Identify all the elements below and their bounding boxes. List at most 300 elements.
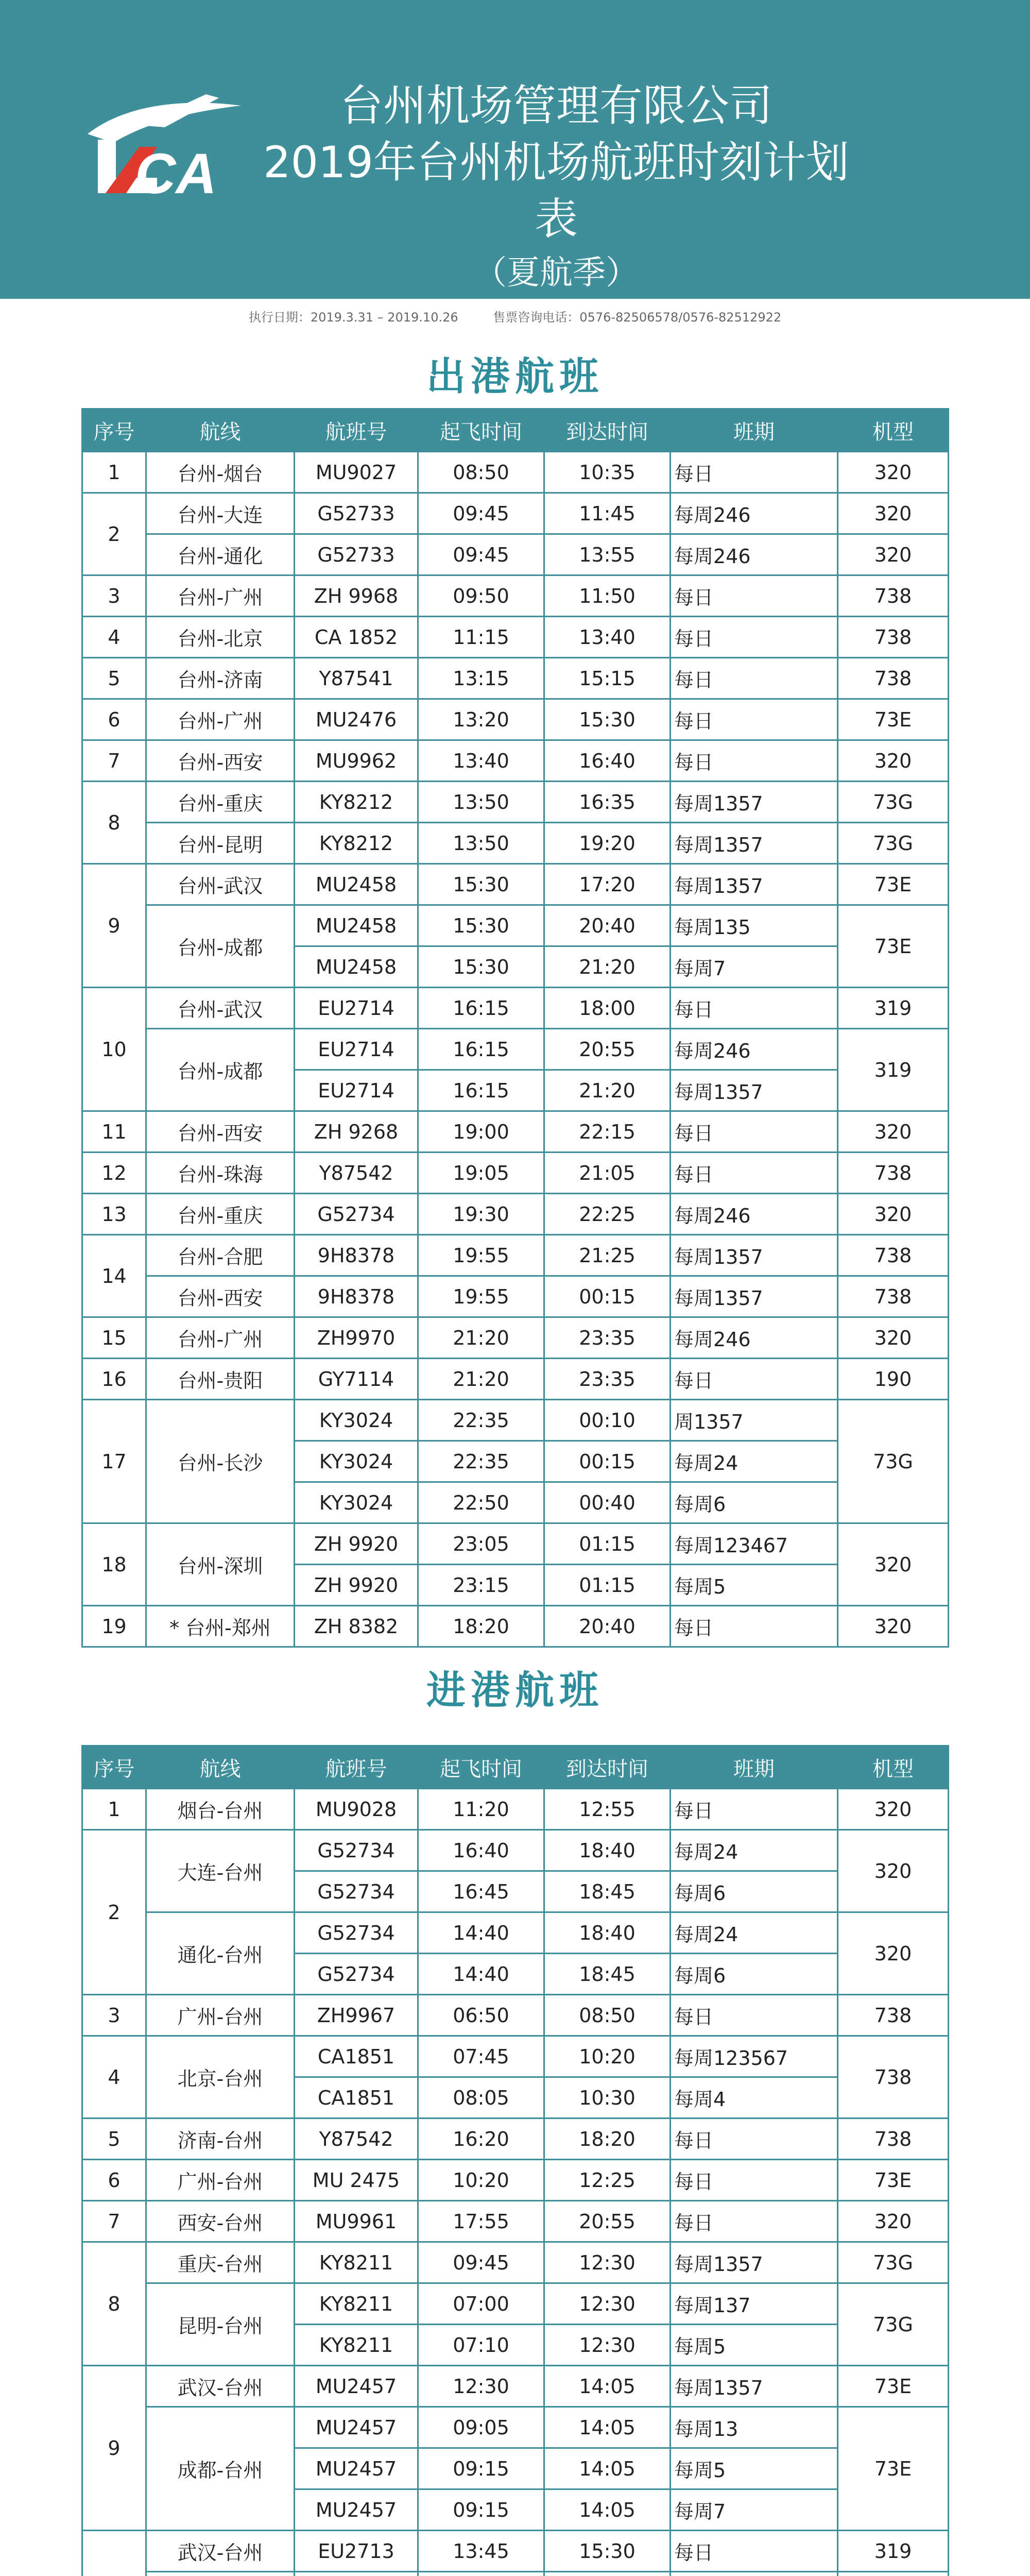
- flight-number-cell: KY8211: [295, 2242, 418, 2283]
- table-row: [82, 905, 949, 946]
- route-cell: 台州-济南: [146, 658, 295, 699]
- arrival-time-cell: 22:15: [544, 1111, 671, 1153]
- departure-time-cell: 08:50: [418, 452, 544, 493]
- schedule-days-cell: 每日: [671, 1789, 838, 1830]
- departure-time-cell: 16:40: [418, 1830, 544, 1871]
- arrival-time-cell: 18:40: [544, 1912, 671, 1954]
- arrival-time-cell: 18:20: [544, 2119, 671, 2160]
- arrival-time-cell: 23:35: [544, 1317, 671, 1359]
- route-cell: 台州-珠海: [146, 1153, 295, 1194]
- flight-number-cell: ZH9970: [295, 1317, 418, 1359]
- flight-number-cell: MU2457: [295, 2448, 418, 2489]
- table-row: [82, 2036, 949, 2077]
- period-text: 执行日期：2019.3.31 – 2019.10.26: [248, 310, 458, 325]
- flight-number-cell: ZH 9920: [295, 1523, 418, 1565]
- arrival-time-cell: 21:25: [544, 1235, 671, 1276]
- table-row: [82, 1317, 949, 1359]
- flight-number-cell: KY3024: [295, 1400, 418, 1441]
- flight-number-cell: MU2458: [295, 905, 418, 946]
- seq-cell: 9: [82, 864, 146, 988]
- table-header-row: [82, 1746, 949, 1789]
- seq-cell: 9: [82, 2366, 146, 2531]
- flight-number-cell: KY8212: [295, 823, 418, 864]
- departure-time-cell: 23:15: [418, 1565, 544, 1606]
- departure-time-cell: 16:45: [418, 1871, 544, 1912]
- arrival-time-cell: 20:55: [544, 2201, 671, 2242]
- table-row: [82, 1789, 949, 1830]
- departure-time-cell: 09:50: [418, 575, 544, 617]
- schedule-days-cell: 每周1357: [671, 864, 838, 905]
- schedule-days-cell: 每日: [671, 988, 838, 1029]
- seq-cell: 11: [82, 1111, 146, 1153]
- departure-time-cell: 13:45: [418, 2531, 544, 2572]
- schedule-days-cell: 每日: [671, 1111, 838, 1153]
- aircraft-type-cell: 73E: [838, 905, 949, 988]
- schedule-days-cell: 每周246: [671, 493, 838, 534]
- flight-number-cell: GY7114: [295, 1359, 418, 1400]
- flight-number-cell: EU2714: [295, 988, 418, 1029]
- schedule-days-cell: 每周13: [671, 2407, 838, 2448]
- route-cell: 台州-武汉: [146, 988, 295, 1029]
- departure-time-cell: 14:40: [418, 1912, 544, 1954]
- arrival-time-cell: 14:05: [544, 2407, 671, 2448]
- flight-number-cell: G52733: [295, 534, 418, 575]
- departure-time-cell: 19:30: [418, 1194, 544, 1235]
- schedule-days-cell: 每周6: [671, 1954, 838, 1995]
- flight-number-cell: ZH 8382: [295, 1606, 418, 1647]
- seq-cell: 8: [82, 2242, 146, 2366]
- arrival-time-cell: 16:35: [544, 782, 671, 823]
- arrival-time-cell: 18:45: [544, 1954, 671, 1995]
- aircraft-type-cell: 320: [838, 1606, 949, 1647]
- column-header: 机型: [838, 409, 949, 452]
- arrival-time-cell: 21:20: [544, 1070, 671, 1111]
- flight-number-cell: G52733: [295, 493, 418, 534]
- schedule-days-cell: 每周5: [671, 1565, 838, 1606]
- seq-cell: 3: [82, 575, 146, 617]
- departure-time-cell: 08:05: [418, 2077, 544, 2119]
- seq-cell: 6: [82, 699, 146, 740]
- departure-time-cell: 16:20: [418, 2119, 544, 2160]
- table-row: [82, 1523, 949, 1565]
- route-cell: 北京-台州: [146, 2036, 295, 2119]
- departure-time-cell: 17:55: [418, 2201, 544, 2242]
- arrival-time-cell: 21:05: [544, 1153, 671, 1194]
- flight-number-cell: MU2458: [295, 946, 418, 988]
- flight-number-cell: EU2714: [295, 1029, 418, 1070]
- table-row: [82, 782, 949, 823]
- flight-number-cell: Y87542: [295, 2119, 418, 2160]
- flight-number-cell: KY3024: [295, 1441, 418, 1482]
- departure-time-cell: 07:45: [418, 2036, 544, 2077]
- departure-time-cell: 09:15: [418, 2448, 544, 2489]
- table-row: [82, 1111, 949, 1153]
- column-header: 班期: [671, 1746, 838, 1789]
- schedule-days-cell: 每周1357: [671, 1070, 838, 1111]
- aircraft-type-cell: 738: [838, 1235, 949, 1276]
- flight-number-cell: EU2714: [295, 1070, 418, 1111]
- table-row: [82, 1912, 949, 1954]
- arrival-time-cell: 15:15: [544, 658, 671, 699]
- route-cell: 大连-台州: [146, 1830, 295, 1912]
- aircraft-type-cell: 73G: [838, 2242, 949, 2283]
- flight-number-cell: G52734: [295, 1194, 418, 1235]
- schedule-days-cell: 每周24: [671, 1830, 838, 1871]
- seq-cell: 15: [82, 1317, 146, 1359]
- table-row: [82, 1830, 949, 1871]
- flight-number-cell: KY3024: [295, 1482, 418, 1523]
- departure-time-cell: 06:50: [418, 1995, 544, 2036]
- seq-cell: 17: [82, 1400, 146, 1523]
- table-row: [82, 452, 949, 493]
- aircraft-type-cell: 320: [838, 1194, 949, 1235]
- schedule-days-cell: 每周7: [671, 2489, 838, 2531]
- departures-title: 出港航班: [426, 353, 604, 399]
- route-cell: 台州-重庆: [146, 1194, 295, 1235]
- arrival-time-cell: 12:25: [544, 2160, 671, 2201]
- departure-time-cell: 21:20: [418, 1317, 544, 1359]
- departures-table: [81, 408, 949, 1648]
- seq-cell: 2: [82, 493, 146, 575]
- table-row: [82, 493, 949, 534]
- table-row: [82, 2366, 949, 2407]
- schedule-days-cell: 每周1357: [671, 782, 838, 823]
- table-row: [82, 1276, 949, 1317]
- seq-cell: 16: [82, 1359, 146, 1400]
- aircraft-type-cell: 73E: [838, 864, 949, 905]
- route-cell: 台州-大连: [146, 493, 295, 534]
- season-label: （夏航季）: [474, 254, 639, 292]
- aircraft-type-cell: 73E: [838, 2366, 949, 2407]
- arrival-time-cell: 13:40: [544, 617, 671, 658]
- schedule-days-cell: 每日: [671, 658, 838, 699]
- column-header: 班期: [671, 409, 838, 452]
- route-cell: 台州-烟台: [146, 452, 295, 493]
- route-cell: 台州-重庆: [146, 782, 295, 823]
- schedule-days-cell: 每日: [671, 2119, 838, 2160]
- route-cell: 台州-合肥: [146, 1235, 295, 1276]
- departure-time-cell: 15:30: [418, 864, 544, 905]
- flight-number-cell: ZH 9268: [295, 1111, 418, 1153]
- schedule-days-cell: 每周246: [671, 1194, 838, 1235]
- schedule-days-cell: 每周24: [671, 1441, 838, 1482]
- column-header: 航线: [146, 1746, 295, 1789]
- flight-number-cell: G52734: [295, 1912, 418, 1954]
- schedule-days-cell: 每周24: [671, 1912, 838, 1954]
- arrival-time-cell: 01:15: [544, 1523, 671, 1565]
- departure-time-cell: 19:00: [418, 1111, 544, 1153]
- route-cell: 成都-台州: [146, 2407, 295, 2531]
- route-cell: 武汉-台州: [146, 2531, 295, 2572]
- seq-cell: 7: [82, 2201, 146, 2242]
- schedule-days-cell: 每周1357: [671, 2242, 838, 2283]
- column-header: 到达时间: [544, 409, 671, 452]
- departure-time-cell: 11:15: [418, 617, 544, 658]
- route-cell: 台州-广州: [146, 699, 295, 740]
- aircraft-type-cell: 738: [838, 2036, 949, 2119]
- departure-time-cell: 21:20: [418, 1359, 544, 1400]
- departure-time-cell: 07:00: [418, 2283, 544, 2325]
- aircraft-type-cell: 320: [838, 1912, 949, 1995]
- flight-number-cell: MU9961: [295, 2201, 418, 2242]
- seq-cell: 1: [82, 1789, 146, 1830]
- table-row: [82, 1029, 949, 1070]
- column-header: 航线: [146, 409, 295, 452]
- aircraft-type-cell: 73G: [838, 2283, 949, 2366]
- departure-time-cell: 09:45: [418, 2242, 544, 2283]
- flight-number-cell: 9H8378: [295, 1276, 418, 1317]
- route-cell: 台州-西安: [146, 1111, 295, 1153]
- flight-number-cell: KY8211: [295, 2325, 418, 2366]
- flight-number-cell: MU2457: [295, 2366, 418, 2407]
- arrival-time-cell: 00:15: [544, 1441, 671, 1482]
- arrival-time-cell: 22:25: [544, 1194, 671, 1235]
- flight-number-cell: EU2713: [295, 2531, 418, 2572]
- arrival-time-cell: 12:30: [544, 2283, 671, 2325]
- aircraft-type-cell: 738: [838, 658, 949, 699]
- table-row: [82, 2572, 949, 2576]
- arrival-time-cell: 12:55: [544, 1789, 671, 1830]
- departure-time-cell: 09:45: [418, 534, 544, 575]
- flight-number-cell: Y87541: [295, 658, 418, 699]
- column-header: 序号: [82, 409, 146, 452]
- seq-cell: 1: [82, 452, 146, 493]
- departure-time-cell: 19:55: [418, 1235, 544, 1276]
- column-header: 航班号: [295, 1746, 418, 1789]
- table-row: [82, 988, 949, 1029]
- seq-cell: 2: [82, 1830, 146, 1995]
- table-row: [82, 1995, 949, 2036]
- aircraft-type-cell: 73E: [838, 699, 949, 740]
- route-cell: 昆明-台州: [146, 2283, 295, 2366]
- aircraft-type-cell: 73G: [838, 1400, 949, 1523]
- flight-number-cell: ZH 9968: [295, 575, 418, 617]
- departure-time-cell: 07:10: [418, 2325, 544, 2366]
- flight-number-cell: MU9028: [295, 1789, 418, 1830]
- departure-time-cell: [418, 2572, 544, 2576]
- arrival-time-cell: 16:40: [544, 740, 671, 782]
- column-header: 航班号: [295, 409, 418, 452]
- column-header: 起飞时间: [418, 409, 544, 452]
- departure-time-cell: 22:35: [418, 1400, 544, 1441]
- seq-cell: 14: [82, 1235, 146, 1317]
- arrival-time-cell: 14:05: [544, 2448, 671, 2489]
- flight-number-cell: ZH 9920: [295, 1565, 418, 1606]
- column-header: 机型: [838, 1746, 949, 1789]
- table-header-row: [82, 409, 949, 452]
- aircraft-type-cell: 320: [838, 1523, 949, 1606]
- aircraft-type-cell: 320: [838, 493, 949, 534]
- schedule-days-cell: 每周1357: [671, 823, 838, 864]
- schedule-days-cell: 每周123467: [671, 1523, 838, 1565]
- route-cell: 济南-台州: [146, 2119, 295, 2160]
- flight-number-cell: 9H8378: [295, 1235, 418, 1276]
- table-row: [82, 740, 949, 782]
- departure-time-cell: 16:15: [418, 1070, 544, 1111]
- aircraft-type-cell: 320: [838, 452, 949, 493]
- aircraft-type-cell: 190: [838, 1359, 949, 1400]
- table-row: [82, 1194, 949, 1235]
- table-row: [82, 1235, 949, 1276]
- seq-cell: 13: [82, 1194, 146, 1235]
- airport-logo-icon: [77, 85, 247, 209]
- table-row: [82, 1400, 949, 1441]
- departure-time-cell: 13:20: [418, 699, 544, 740]
- seq-cell: 12: [82, 1153, 146, 1194]
- aircraft-type-cell: 73E: [838, 2160, 949, 2201]
- aircraft-type-cell: 320: [838, 1317, 949, 1359]
- arrival-time-cell: 15:30: [544, 2531, 671, 2572]
- table-row: [82, 823, 949, 864]
- flight-number-cell: [295, 2572, 418, 2576]
- arrival-time-cell: [544, 2572, 671, 2576]
- arrival-time-cell: 10:35: [544, 452, 671, 493]
- departure-time-cell: 13:50: [418, 782, 544, 823]
- schedule-days-cell: 每日: [671, 2531, 838, 2572]
- route-cell: 武汉-台州: [146, 2366, 295, 2407]
- arrival-time-cell: 00:40: [544, 1482, 671, 1523]
- departure-time-cell: 10:20: [418, 2160, 544, 2201]
- seq-cell: 4: [82, 617, 146, 658]
- flight-number-cell: G52734: [295, 1954, 418, 1995]
- aircraft-type-cell: 320: [838, 2201, 949, 2242]
- aircraft-type-cell: 320: [838, 534, 949, 575]
- flight-number-cell: ZH9967: [295, 1995, 418, 2036]
- table-row: [82, 2160, 949, 2201]
- aircraft-type-cell: 738: [838, 1995, 949, 2036]
- table-row: [82, 2531, 949, 2572]
- table-row: [82, 1359, 949, 1400]
- column-header: 到达时间: [544, 1746, 671, 1789]
- aircraft-type-cell: 738: [838, 575, 949, 617]
- flight-number-cell: CA1851: [295, 2036, 418, 2077]
- schedule-days-cell: 每周1357: [671, 2366, 838, 2407]
- arrival-time-cell: 14:05: [544, 2366, 671, 2407]
- table-row: [82, 2283, 949, 2325]
- route-cell: 台州-深圳: [146, 1523, 295, 1606]
- route-cell: 广州-台州: [146, 1995, 295, 2036]
- arrival-time-cell: 20:40: [544, 1606, 671, 1647]
- aircraft-type-cell: 738: [838, 1276, 949, 1317]
- arrival-time-cell: 10:20: [544, 2036, 671, 2077]
- departure-time-cell: 22:35: [418, 1441, 544, 1482]
- arrival-time-cell: 21:20: [544, 946, 671, 988]
- arrival-time-cell: 19:20: [544, 823, 671, 864]
- route-cell: * 台州-郑州: [146, 1606, 295, 1647]
- table-row: [82, 658, 949, 699]
- departure-time-cell: 16:15: [418, 988, 544, 1029]
- flight-number-cell: MU2476: [295, 699, 418, 740]
- schedule-days-cell: 每周137: [671, 2283, 838, 2325]
- route-cell: 台州-长沙: [146, 1400, 295, 1523]
- flight-number-cell: MU9027: [295, 452, 418, 493]
- schedule-days-cell: 每日: [671, 1606, 838, 1647]
- seq-cell: [82, 2531, 146, 2576]
- aircraft-type-cell: 738: [838, 1153, 949, 1194]
- aircraft-type-cell: 73G: [838, 823, 949, 864]
- route-cell: 台州-广州: [146, 1317, 295, 1359]
- seq-cell: 8: [82, 782, 146, 864]
- schedule-days-cell: 每周1357: [671, 1235, 838, 1276]
- route-cell: 台州-贵阳: [146, 1359, 295, 1400]
- schedule-days-cell: 每日: [671, 1153, 838, 1194]
- seq-cell: 7: [82, 740, 146, 782]
- aircraft-type-cell: 320: [838, 1830, 949, 1912]
- arrival-time-cell: 18:00: [544, 988, 671, 1029]
- hotline-text: 售票咨询电话：0576-82506578/0576-82512922: [493, 310, 782, 325]
- departure-time-cell: 09:05: [418, 2407, 544, 2448]
- table-row: [82, 617, 949, 658]
- schedule-days-cell: 每周246: [671, 1029, 838, 1070]
- departure-time-cell: 15:30: [418, 905, 544, 946]
- aircraft-type-cell: 320: [838, 740, 949, 782]
- aircraft-type-cell: 73G: [838, 782, 949, 823]
- route-cell: 西安-台州: [146, 2201, 295, 2242]
- schedule-days-cell: 每日: [671, 1995, 838, 2036]
- schedule-days-cell: 每日: [671, 617, 838, 658]
- seq-cell: 4: [82, 2036, 146, 2119]
- seq-cell: 5: [82, 658, 146, 699]
- aircraft-type-cell: 320: [838, 1111, 949, 1153]
- company-name: 台州机场管理有限公司: [339, 80, 772, 131]
- route-cell: 台州-西安: [146, 1276, 295, 1317]
- arrival-time-cell: 00:10: [544, 1400, 671, 1441]
- table-row: [82, 1153, 949, 1194]
- route-cell: 台州-通化: [146, 534, 295, 575]
- meta-line: [0, 307, 1030, 325]
- schedule-days-cell: 每周5: [671, 2325, 838, 2366]
- flight-number-cell: MU2457: [295, 2489, 418, 2531]
- arrival-time-cell: 12:30: [544, 2242, 671, 2283]
- departure-time-cell: 12:30: [418, 2366, 544, 2407]
- table-row: [82, 2119, 949, 2160]
- departure-time-cell: 19:55: [418, 1276, 544, 1317]
- departure-time-cell: 14:40: [418, 1954, 544, 1995]
- aircraft-type-cell: 320: [838, 1789, 949, 1830]
- schedule-days-cell: 每周246: [671, 534, 838, 575]
- departure-time-cell: 22:50: [418, 1482, 544, 1523]
- seq-cell: 5: [82, 2119, 146, 2160]
- flight-number-cell: MU9962: [295, 740, 418, 782]
- departure-time-cell: 16:15: [418, 1029, 544, 1070]
- flight-number-cell: G52734: [295, 1830, 418, 1871]
- flight-number-cell: MU2457: [295, 2407, 418, 2448]
- schedule-days-cell: 每周135: [671, 905, 838, 946]
- flight-number-cell: CA 1852: [295, 617, 418, 658]
- seq-cell: 3: [82, 1995, 146, 2036]
- table-row: [82, 2407, 949, 2448]
- departure-time-cell: 13:40: [418, 740, 544, 782]
- arrivals-title: 进港航班: [426, 1667, 604, 1713]
- aircraft-type-cell: [838, 2572, 949, 2576]
- flight-number-cell: KY8212: [295, 782, 418, 823]
- table-row: [82, 864, 949, 905]
- departure-time-cell: 23:05: [418, 1523, 544, 1565]
- schedule-days-cell: 每日: [671, 2201, 838, 2242]
- route-cell: 烟台-台州: [146, 1789, 295, 1830]
- flight-number-cell: Y87542: [295, 1153, 418, 1194]
- arrival-time-cell: 20:40: [544, 905, 671, 946]
- departure-time-cell: 13:15: [418, 658, 544, 699]
- arrival-time-cell: 11:45: [544, 493, 671, 534]
- schedule-days-cell: 每日: [671, 740, 838, 782]
- route-cell: 台州-广州: [146, 575, 295, 617]
- route-cell: 台州-西安: [146, 740, 295, 782]
- arrival-time-cell: 20:55: [544, 1029, 671, 1070]
- route-cell: [146, 2572, 295, 2576]
- schedule-days-cell: [671, 2572, 838, 2576]
- route-cell: 台州-成都: [146, 905, 295, 988]
